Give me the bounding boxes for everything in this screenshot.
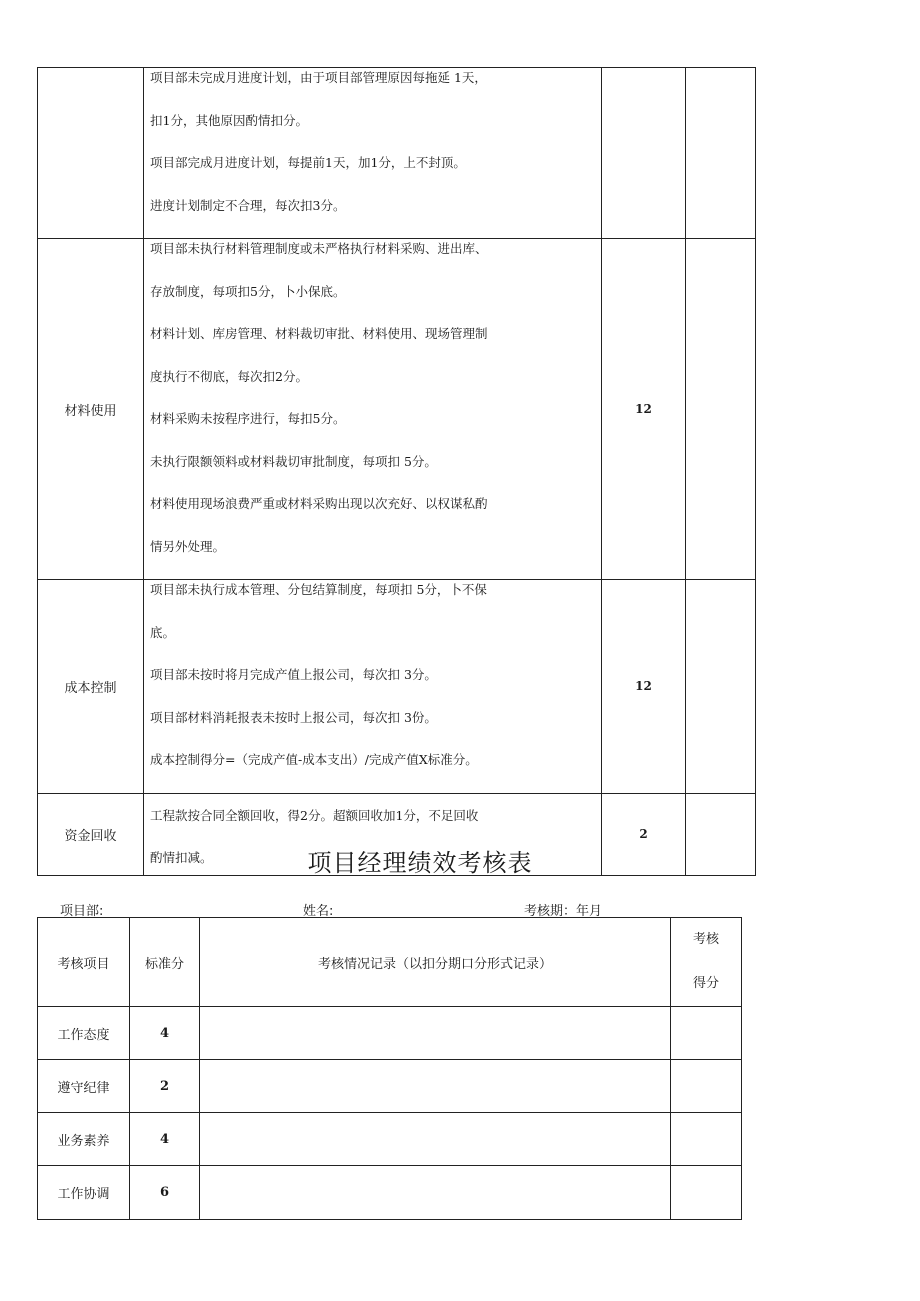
performance-table	[37, 917, 742, 1220]
category-cell: 资金回收	[38, 793, 144, 875]
assessment-table-continued	[37, 67, 756, 876]
criteria-line: 扣1分，其他原因酌情扣分。	[150, 112, 308, 128]
record-cell[interactable]	[200, 1166, 671, 1220]
standard-cell: 2	[130, 1060, 200, 1113]
standard-score-cell: 2	[602, 793, 686, 875]
criteria-line: 成本控制得分=（完成产值-成本支出）/完成产值X标准分。	[150, 752, 478, 767]
criteria-line: 材料计划、库房管理、材料裁切审批、材料使用、现场管理制	[150, 326, 488, 341]
header-score-line2: 得分	[692, 976, 719, 991]
standard-score-cell: 12	[602, 239, 686, 580]
table-row	[38, 1060, 742, 1113]
criteria-line: 项目部完成月进度计划，每提前1天，加1分，上不封顶。	[150, 155, 466, 170]
criteria-line: 工程款按合同全额回收，得2分。超额回收加1分，不足回收	[150, 807, 479, 823]
table-row	[38, 580, 756, 794]
record-cell[interactable]	[200, 1113, 671, 1166]
criteria-line: 未执行限额领料或材料裁切审批制度，每项扣 5分。	[150, 453, 437, 469]
criteria-line: 项目部未按时将月完成产值上报公司，每次扣 3分。	[150, 667, 437, 682]
item-cell: 工作协调	[38, 1166, 130, 1220]
header-standard: 标准分	[130, 918, 200, 1007]
result-cell	[686, 68, 756, 239]
score-cell[interactable]	[671, 1166, 742, 1220]
name-label: 姓名:	[303, 904, 334, 919]
criteria-line: 存放制度，每项扣5分，卜小保底。	[150, 283, 346, 299]
criteria-cell	[144, 580, 602, 794]
header-item: 考核项目	[38, 918, 130, 1007]
record-cell[interactable]	[200, 1007, 671, 1060]
criteria-line: 酌情扣减。	[150, 850, 213, 865]
criteria-line: 度执行不彻底，每次扣2分。	[150, 368, 308, 384]
table-row	[38, 1113, 742, 1166]
score-cell[interactable]	[671, 1007, 742, 1060]
criteria-line: 项目部材料消耗报表未按时上报公司，每次扣 3份。	[150, 709, 437, 725]
criteria-cell	[144, 239, 602, 580]
category-cell: 成本控制	[38, 580, 144, 794]
table-row	[38, 1166, 742, 1220]
page-title: 项目经理绩效考核表	[307, 849, 533, 877]
standard-cell: 6	[130, 1166, 200, 1220]
item-cell: 遵守纪律	[38, 1060, 130, 1113]
record-cell[interactable]	[200, 1060, 671, 1113]
criteria-line: 底。	[150, 624, 176, 640]
header-score	[671, 918, 742, 1007]
result-cell	[686, 580, 756, 794]
header-score-line1: 考核	[692, 932, 719, 947]
result-cell	[686, 239, 756, 580]
table-row	[38, 239, 756, 580]
criteria-line: 项目部未执行材料管理制度或未严格执行材料采购、进出库、	[150, 241, 488, 256]
criteria-cell	[144, 68, 602, 239]
header-record: 考核情况记录（以扣分期口分形式记录）	[200, 918, 671, 1007]
category-cell: 材料使用	[38, 239, 144, 580]
score-cell[interactable]	[671, 1113, 742, 1166]
criteria-line: 项目部未执行成本管理、分包结算制度，每项扣 5分，卜不保	[150, 582, 487, 597]
criteria-line: 情另外处理。	[150, 538, 226, 554]
criteria-line: 材料使用现场浪费严重或材料采购出现以次充好、以权谋私酌	[150, 496, 488, 511]
standard-score-cell	[602, 68, 686, 239]
criteria-line: 项目部未完成月进度计划，由于项目部管理原因每拖延 1天，	[150, 70, 487, 85]
standard-cell: 4	[130, 1007, 200, 1060]
score-cell[interactable]	[671, 1060, 742, 1113]
item-cell: 工作态度	[38, 1007, 130, 1060]
category-cell	[38, 68, 144, 239]
period-label: 考核期：年月	[524, 904, 603, 919]
dept-label: 项目部:	[60, 904, 104, 919]
table-row	[38, 68, 756, 239]
standard-score-cell: 12	[602, 580, 686, 794]
table-row	[38, 1007, 742, 1060]
criteria-line: 进度计划制定不合理，每次扣3分。	[150, 197, 346, 213]
item-cell: 业务素养	[38, 1113, 130, 1166]
header-row	[38, 918, 742, 1007]
criteria-line: 材料采购未按程序进行，每扣5分。	[150, 411, 346, 426]
standard-cell: 4	[130, 1113, 200, 1166]
